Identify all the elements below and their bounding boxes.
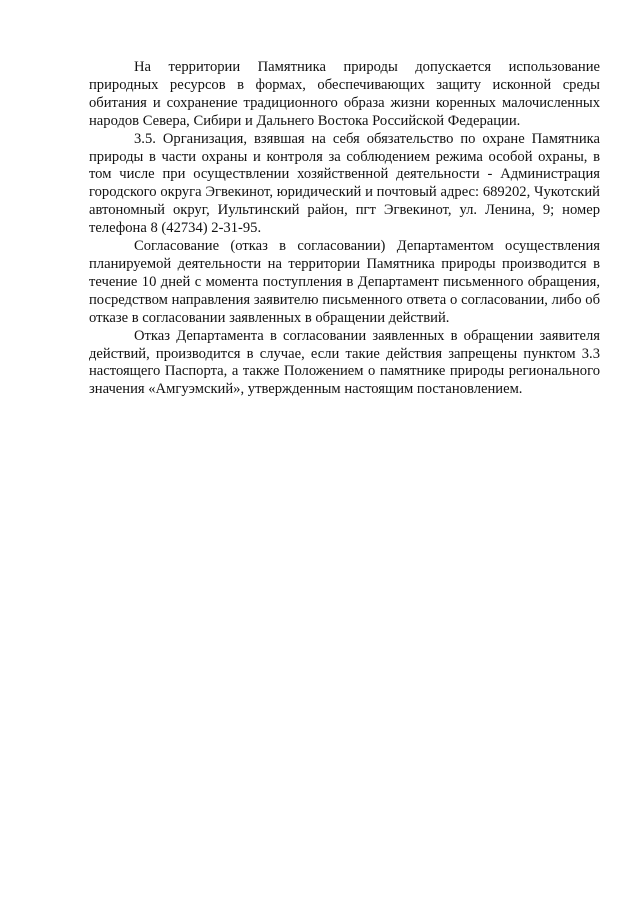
paragraph-refusal-conditions: Отказ Департамента в согласовании заявленных в обращении заявителя действий, производится в случае, если такие действия запрещены пунктом 3.3 настоящего Паспорта, а также Положением о памятнике природы регионального значения «Амгуэмский», утвержденным настоящим постановлением.	[89, 327, 600, 398]
paragraph-3-5-responsible-organization: 3.5. Организация, взявшая на себя обязательство по охране Памятника природы в части охраны и контроля за соблюдением режима особой охраны, в том числе при осуществлении хозяйственной деятельности - Администрация городского округа Эгвекинот, юридический и почтовый адрес: 689202, Чукотский автономный округ, Иультинский район, пгт Эгвекинот, ул. Ленина, 9; номер телефона 8 (42734) 2-31-95.	[89, 130, 600, 237]
paragraph-approval-procedure: Согласование (отказ в согласовании) Департаментом осуществления планируемой деятельности на территории Памятника природы производится в течение 10 дней с момента поступления в Департамент письменного обращения, посредством направления заявителю письменного ответа о согласовании, либо об отказе в согласовании заявленных в обращении действий.	[89, 238, 600, 326]
document-body	[89, 59, 600, 399]
paragraph-natural-resources-use: На территории Памятника природы допускается использование природных ресурсов в формах, обеспечивающих защиту исконной среды обитания и сохранение традиционного образа жизни коренных малочисленных народов Севера, Сибири и Дальнего Востока Российской Федерации.	[89, 59, 600, 129]
